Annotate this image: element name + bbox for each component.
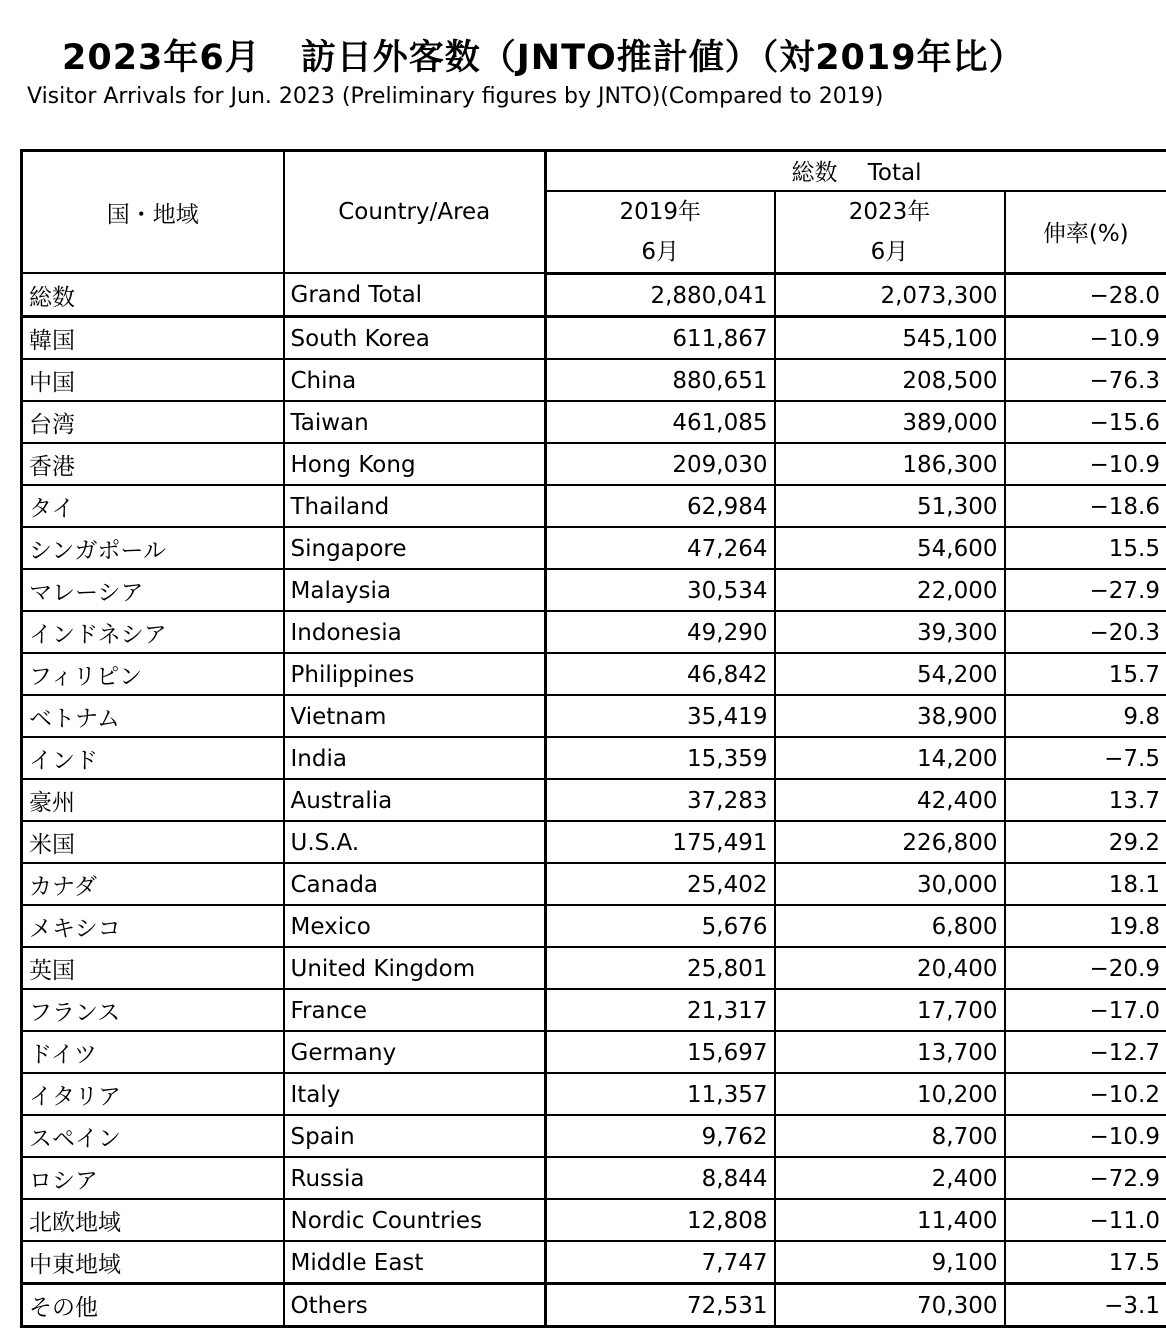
value-2019: 175,491 <box>546 821 775 863</box>
country-name-ja: その他 <box>22 1283 284 1326</box>
growth-rate: 13.7 <box>1005 779 1166 821</box>
value-2019: 35,419 <box>546 695 775 737</box>
page-title-ja <box>62 30 1025 80</box>
country-name-en: U.S.A. <box>284 821 546 863</box>
growth-rate: 19.8 <box>1005 905 1166 947</box>
value-2023: 2,400 <box>775 1157 1005 1199</box>
value-2019: 8,844 <box>546 1157 775 1199</box>
growth-rate: −18.6 <box>1005 485 1166 527</box>
country-name-ja: 北欧地域 <box>22 1199 284 1241</box>
value-2023: 8,700 <box>775 1115 1005 1157</box>
value-2023: 51,300 <box>775 485 1005 527</box>
value-2023: 208,500 <box>775 359 1005 401</box>
value-2019: 209,030 <box>546 443 775 485</box>
table-row <box>22 1199 1166 1241</box>
country-name-en: Vietnam <box>284 695 546 737</box>
country-name-en: Taiwan <box>284 401 546 443</box>
growth-rate: −17.0 <box>1005 989 1166 1031</box>
title-month: 2023年6月 <box>62 38 261 78</box>
table-row <box>22 1031 1166 1073</box>
value-2019: 25,402 <box>546 863 775 905</box>
value-2019: 5,676 <box>546 905 775 947</box>
visitor-arrivals-table <box>20 149 1166 1328</box>
country-name-en: Indonesia <box>284 611 546 653</box>
header-total-group: 総数 Total <box>546 151 1166 191</box>
table-row <box>22 1157 1166 1199</box>
table-row <box>22 401 1166 443</box>
country-name-ja: スペイン <box>22 1115 284 1157</box>
value-2023: 9,100 <box>775 1241 1005 1284</box>
country-name-ja: ドイツ <box>22 1031 284 1073</box>
header-2023-month: 6月 <box>782 232 998 272</box>
header-growth: 伸率(%) <box>1005 191 1166 274</box>
country-name-en: Grand Total <box>284 273 546 316</box>
header-2023 <box>775 191 1005 274</box>
growth-rate: −76.3 <box>1005 359 1166 401</box>
country-name-ja: 英国 <box>22 947 284 989</box>
value-2019: 72,531 <box>546 1283 775 1326</box>
table-row <box>22 1115 1166 1157</box>
growth-rate: −10.9 <box>1005 316 1166 359</box>
country-name-ja: 韓国 <box>22 316 284 359</box>
header-2023-year: 2023年 <box>782 192 998 232</box>
value-2023: 226,800 <box>775 821 1005 863</box>
header-2019-month: 6月 <box>553 232 768 272</box>
value-2019: 15,359 <box>546 737 775 779</box>
growth-rate: −10.9 <box>1005 1115 1166 1157</box>
value-2019: 880,651 <box>546 359 775 401</box>
growth-rate: −15.6 <box>1005 401 1166 443</box>
table-row <box>22 653 1166 695</box>
value-2023: 17,700 <box>775 989 1005 1031</box>
country-name-ja: 米国 <box>22 821 284 863</box>
value-2023: 22,000 <box>775 569 1005 611</box>
country-name-en: Thailand <box>284 485 546 527</box>
growth-rate: −20.9 <box>1005 947 1166 989</box>
table-row <box>22 863 1166 905</box>
growth-rate: 9.8 <box>1005 695 1166 737</box>
growth-rate: 15.7 <box>1005 653 1166 695</box>
value-2019: 46,842 <box>546 653 775 695</box>
growth-rate: −72.9 <box>1005 1157 1166 1199</box>
header-country-ja: 国・地域 <box>22 151 284 274</box>
table-row <box>22 485 1166 527</box>
table-row <box>22 1073 1166 1115</box>
country-name-en: Middle East <box>284 1241 546 1284</box>
country-name-ja: ベトナム <box>22 695 284 737</box>
country-name-ja: フランス <box>22 989 284 1031</box>
value-2023: 38,900 <box>775 695 1005 737</box>
value-2019: 2,880,041 <box>546 273 775 316</box>
country-name-ja: カナダ <box>22 863 284 905</box>
header-2019 <box>546 191 775 274</box>
growth-rate: −20.3 <box>1005 611 1166 653</box>
value-2019: 611,867 <box>546 316 775 359</box>
country-name-ja: 中東地域 <box>22 1241 284 1284</box>
value-2023: 13,700 <box>775 1031 1005 1073</box>
table-row <box>22 989 1166 1031</box>
country-name-ja: 台湾 <box>22 401 284 443</box>
country-name-en: South Korea <box>284 316 546 359</box>
value-2023: 54,200 <box>775 653 1005 695</box>
value-2019: 47,264 <box>546 527 775 569</box>
country-name-ja: インドネシア <box>22 611 284 653</box>
country-name-en: France <box>284 989 546 1031</box>
value-2023: 10,200 <box>775 1073 1005 1115</box>
value-2019: 9,762 <box>546 1115 775 1157</box>
value-2023: 70,300 <box>775 1283 1005 1326</box>
country-name-ja: シンガポール <box>22 527 284 569</box>
value-2023: 14,200 <box>775 737 1005 779</box>
growth-rate: −3.1 <box>1005 1283 1166 1326</box>
country-name-ja: フィリピン <box>22 653 284 695</box>
country-name-en: Spain <box>284 1115 546 1157</box>
title-main: 訪日外客数（JNTO推計値）（対2019年比） <box>301 38 1025 78</box>
value-2019: 12,808 <box>546 1199 775 1241</box>
value-2019: 461,085 <box>546 401 775 443</box>
country-name-ja: イタリア <box>22 1073 284 1115</box>
value-2023: 545,100 <box>775 316 1005 359</box>
value-2023: 6,800 <box>775 905 1005 947</box>
value-2019: 21,317 <box>546 989 775 1031</box>
value-2019: 25,801 <box>546 947 775 989</box>
growth-rate: −12.7 <box>1005 1031 1166 1073</box>
table-row <box>22 443 1166 485</box>
country-name-ja: タイ <box>22 485 284 527</box>
growth-rate: −10.9 <box>1005 443 1166 485</box>
country-name-ja: ロシア <box>22 1157 284 1199</box>
table-row <box>22 359 1166 401</box>
table-row <box>22 316 1166 359</box>
value-2019: 62,984 <box>546 485 775 527</box>
table-row <box>22 611 1166 653</box>
country-name-ja: 香港 <box>22 443 284 485</box>
value-2023: 186,300 <box>775 443 1005 485</box>
country-name-en: Germany <box>284 1031 546 1073</box>
value-2019: 7,747 <box>546 1241 775 1284</box>
country-name-en: Others <box>284 1283 546 1326</box>
growth-rate: 18.1 <box>1005 863 1166 905</box>
table-row <box>22 779 1166 821</box>
country-name-en: Singapore <box>284 527 546 569</box>
header-2019-year: 2019年 <box>553 192 768 232</box>
country-name-ja: メキシコ <box>22 905 284 947</box>
growth-rate: −10.2 <box>1005 1073 1166 1115</box>
country-name-ja: インド <box>22 737 284 779</box>
header-country-en: Country/Area <box>284 151 546 274</box>
value-2023: 11,400 <box>775 1199 1005 1241</box>
value-2019: 15,697 <box>546 1031 775 1073</box>
country-name-en: Canada <box>284 863 546 905</box>
country-name-ja: 中国 <box>22 359 284 401</box>
country-name-en: Italy <box>284 1073 546 1115</box>
table-row <box>22 947 1166 989</box>
table-row <box>22 821 1166 863</box>
country-name-ja: マレーシア <box>22 569 284 611</box>
country-name-en: United Kingdom <box>284 947 546 989</box>
value-2023: 2,073,300 <box>775 273 1005 316</box>
growth-rate: −28.0 <box>1005 273 1166 316</box>
country-name-en: Malaysia <box>284 569 546 611</box>
table-row <box>22 695 1166 737</box>
country-name-en: Hong Kong <box>284 443 546 485</box>
country-name-en: China <box>284 359 546 401</box>
table-row <box>22 527 1166 569</box>
value-2023: 30,000 <box>775 863 1005 905</box>
value-2019: 30,534 <box>546 569 775 611</box>
country-name-en: Australia <box>284 779 546 821</box>
value-2023: 39,300 <box>775 611 1005 653</box>
table-row <box>22 273 1166 316</box>
value-2023: 54,600 <box>775 527 1005 569</box>
growth-rate: −7.5 <box>1005 737 1166 779</box>
value-2023: 389,000 <box>775 401 1005 443</box>
table-row <box>22 905 1166 947</box>
growth-rate: 17.5 <box>1005 1241 1166 1284</box>
country-name-en: Philippines <box>284 653 546 695</box>
value-2023: 42,400 <box>775 779 1005 821</box>
value-2023: 20,400 <box>775 947 1005 989</box>
country-name-en: Mexico <box>284 905 546 947</box>
country-name-en: Nordic Countries <box>284 1199 546 1241</box>
growth-rate: 29.2 <box>1005 821 1166 863</box>
value-2019: 49,290 <box>546 611 775 653</box>
table-row <box>22 1241 1166 1284</box>
table-row <box>22 737 1166 779</box>
country-name-en: Russia <box>284 1157 546 1199</box>
country-name-en: India <box>284 737 546 779</box>
growth-rate: −11.0 <box>1005 1199 1166 1241</box>
value-2019: 11,357 <box>546 1073 775 1115</box>
growth-rate: 15.5 <box>1005 527 1166 569</box>
value-2019: 37,283 <box>546 779 775 821</box>
page-subtitle-en: Visitor Arrivals for Jun. 2023 (Preliminary figures by JNTO)(Compared to 2019) <box>27 84 883 109</box>
growth-rate: −27.9 <box>1005 569 1166 611</box>
country-name-ja: 総数 <box>22 273 284 316</box>
table-row <box>22 569 1166 611</box>
table-row <box>22 1283 1166 1326</box>
country-name-ja: 豪州 <box>22 779 284 821</box>
